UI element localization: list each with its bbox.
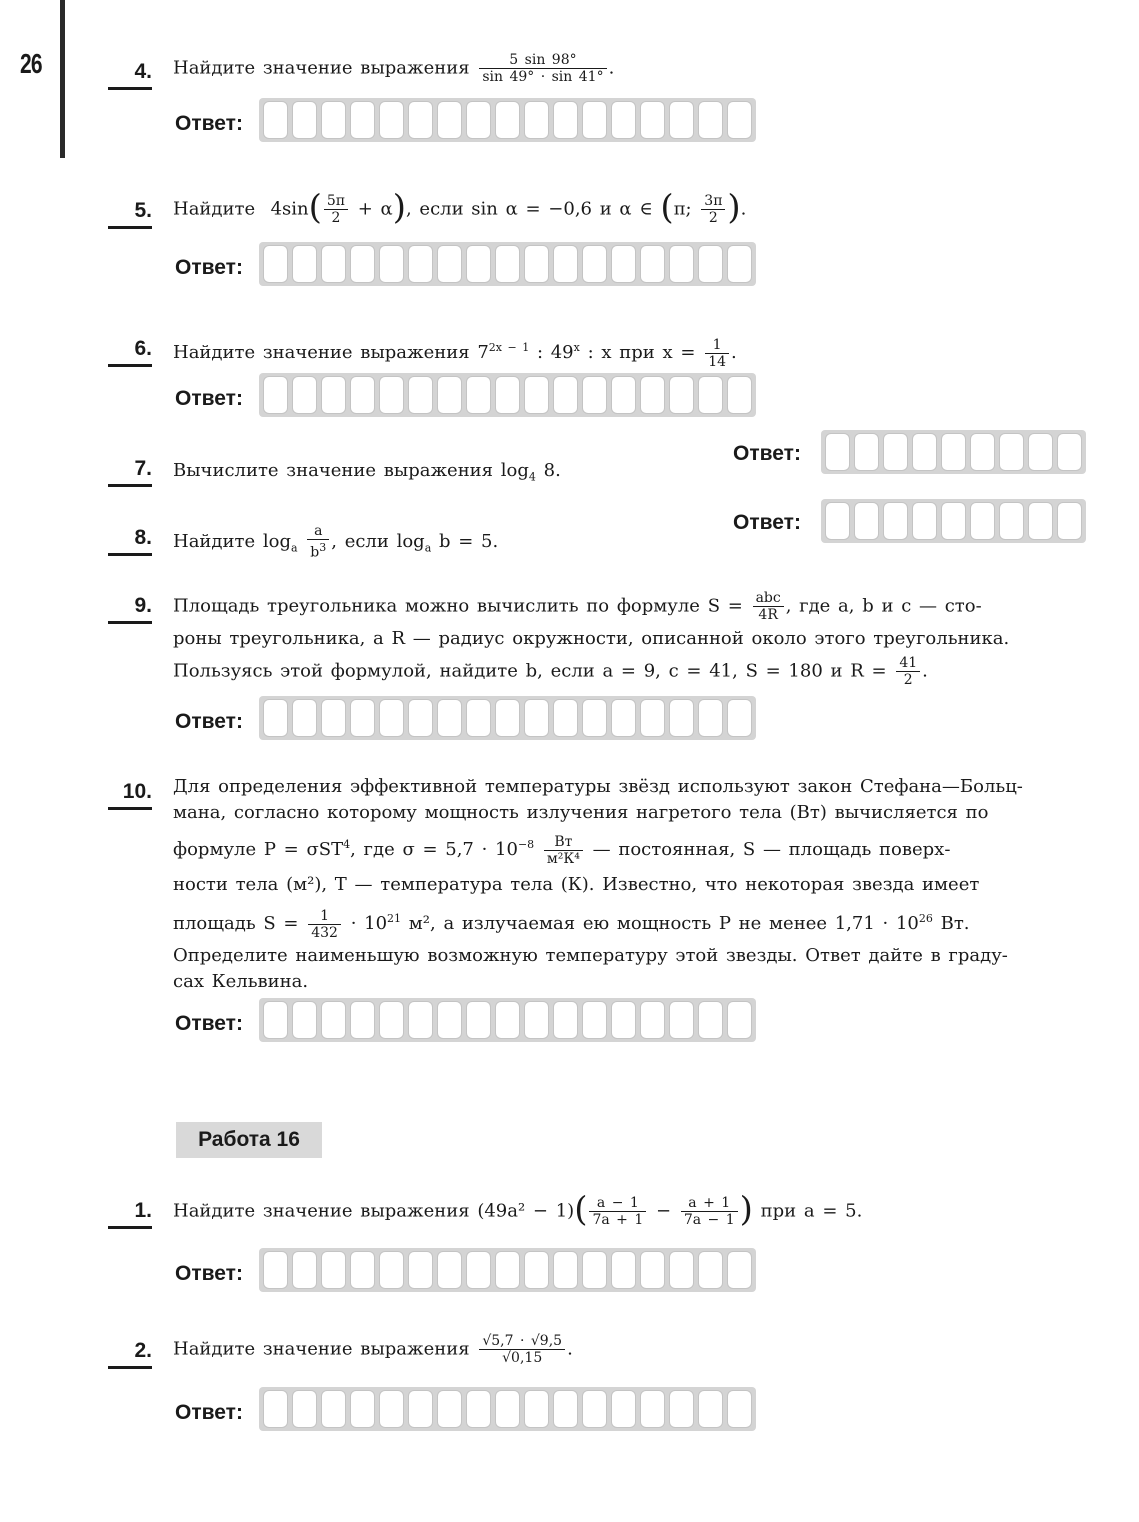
- answer-cell[interactable]: [553, 245, 578, 283]
- answer-cell[interactable]: [350, 699, 375, 737]
- answer-cell[interactable]: [379, 1001, 404, 1039]
- margin-bar: [60, 0, 65, 158]
- answer-cell[interactable]: [292, 699, 317, 737]
- answer-cell[interactable]: [1057, 502, 1082, 540]
- answer-cell[interactable]: [466, 1390, 491, 1428]
- answer-cell[interactable]: [408, 245, 433, 283]
- answer-cell[interactable]: [1057, 433, 1082, 471]
- answer-cell[interactable]: [553, 376, 578, 414]
- page-number: 26: [20, 48, 42, 79]
- answer-cell[interactable]: [698, 101, 723, 139]
- answer-cell[interactable]: [727, 101, 752, 139]
- answer-cell[interactable]: [524, 245, 549, 283]
- answer-cell[interactable]: [698, 376, 723, 414]
- task-text: Вычислите значение выражения $\log_4 8$.: [173, 460, 561, 484]
- answer-cell[interactable]: [408, 1390, 433, 1428]
- answer-cell[interactable]: [582, 245, 607, 283]
- answer-cell[interactable]: [321, 1251, 346, 1289]
- answer-cell[interactable]: [727, 376, 752, 414]
- answer-cell[interactable]: [350, 245, 375, 283]
- answer-cell[interactable]: [437, 1390, 462, 1428]
- answer-cell[interactable]: [611, 245, 636, 283]
- task-text: Площадь треугольника можно вычислить по формуле S = $\frac{\text{abc}}{4R}$ , где a, b и c — сто- роны треугольника, а R — радиус окружности, описанной около этого треугольника. Пользуясь этой формулой, найдите b, если a = 9, c = 41, S = 180 и R = $\frac{41}{2}$ .: [173, 590, 1010, 688]
- answer-label: Ответ:: [175, 1401, 243, 1424]
- answer-cell[interactable]: [466, 245, 491, 283]
- answer-cell[interactable]: [495, 1390, 520, 1428]
- answer-cell[interactable]: [582, 699, 607, 737]
- answer-cell[interactable]: [582, 1001, 607, 1039]
- answer-cells[interactable]: [259, 1387, 756, 1431]
- answer-cell[interactable]: [524, 1251, 549, 1289]
- answer-cell[interactable]: [437, 1001, 462, 1039]
- answer-cell[interactable]: [408, 1251, 433, 1289]
- answer-cell[interactable]: [292, 1001, 317, 1039]
- answer-cell[interactable]: [669, 1001, 694, 1039]
- task-number: 2.: [108, 1339, 152, 1369]
- answer-cell[interactable]: [350, 1390, 375, 1428]
- task-number: 10.: [108, 780, 152, 810]
- answer-cell[interactable]: [292, 245, 317, 283]
- answer-cell[interactable]: [321, 1001, 346, 1039]
- section-title: Работа 16: [176, 1122, 322, 1158]
- answer-cell[interactable]: [495, 376, 520, 414]
- answer-label: Ответ:: [733, 442, 801, 465]
- task-number: 1.: [108, 1199, 152, 1229]
- answer-label: Ответ:: [175, 710, 243, 733]
- answer-cell[interactable]: [669, 101, 694, 139]
- answer-cell[interactable]: [437, 376, 462, 414]
- answer-cells[interactable]: [259, 98, 756, 142]
- answer-cell[interactable]: [495, 245, 520, 283]
- answer-label: Ответ:: [733, 511, 801, 534]
- answer-cells[interactable]: [821, 430, 1086, 474]
- task-number: 7.: [108, 457, 152, 487]
- answer-cell[interactable]: [466, 1001, 491, 1039]
- answer-cell[interactable]: [263, 699, 288, 737]
- answer-cell[interactable]: [408, 101, 433, 139]
- answer-cell[interactable]: [553, 1390, 578, 1428]
- answer-cell[interactable]: [698, 699, 723, 737]
- answer-cell[interactable]: [727, 699, 752, 737]
- answer-cell[interactable]: [640, 101, 665, 139]
- answer-cell[interactable]: [611, 101, 636, 139]
- answer-cell[interactable]: [669, 699, 694, 737]
- answer-cell[interactable]: [941, 502, 966, 540]
- answer-cells[interactable]: [259, 373, 756, 417]
- answer-cell[interactable]: [321, 101, 346, 139]
- answer-cell[interactable]: [466, 376, 491, 414]
- task-number: 6.: [108, 337, 152, 367]
- answer-cell[interactable]: [321, 1390, 346, 1428]
- answer-cell[interactable]: [640, 1390, 665, 1428]
- answer-cells[interactable]: [259, 998, 756, 1042]
- answer-cell[interactable]: [437, 1251, 462, 1289]
- answer-cell[interactable]: [883, 433, 908, 471]
- answer-cell[interactable]: [466, 1251, 491, 1289]
- answer-cell[interactable]: [727, 1390, 752, 1428]
- answer-cell[interactable]: [669, 245, 694, 283]
- answer-label: Ответ:: [175, 256, 243, 279]
- answer-cell[interactable]: [408, 376, 433, 414]
- answer-cell[interactable]: [698, 1251, 723, 1289]
- task-text: Найдите значение выражения $7^{2x - 1}$ : 49$^x$ : x при x = $\frac{1}{14}$ .: [173, 336, 737, 370]
- answer-cell[interactable]: [292, 101, 317, 139]
- task-number: 5.: [108, 199, 152, 229]
- answer-cell[interactable]: [379, 376, 404, 414]
- answer-cell[interactable]: [437, 245, 462, 283]
- answer-cell[interactable]: [495, 101, 520, 139]
- answer-cell[interactable]: [582, 376, 607, 414]
- answer-cell[interactable]: [611, 1251, 636, 1289]
- answer-cell[interactable]: [640, 1251, 665, 1289]
- answer-cell[interactable]: [321, 376, 346, 414]
- answer-cell[interactable]: [466, 699, 491, 737]
- answer-cell[interactable]: [825, 502, 850, 540]
- task-text: Найдите значение выражения $\frac{√5,7 \cdot √9,5}{√0,15}$ .: [173, 1333, 573, 1366]
- answer-cell[interactable]: [912, 502, 937, 540]
- answer-cell[interactable]: [263, 101, 288, 139]
- answer-cell[interactable]: [640, 376, 665, 414]
- answer-cell[interactable]: [495, 1251, 520, 1289]
- answer-cell[interactable]: [263, 245, 288, 283]
- answer-cell[interactable]: [350, 1251, 375, 1289]
- answer-label: Ответ:: [175, 387, 243, 410]
- answer-cell[interactable]: [437, 699, 462, 737]
- answer-cell[interactable]: [263, 1001, 288, 1039]
- answer-cell[interactable]: [350, 1001, 375, 1039]
- answer-cells[interactable]: [259, 242, 756, 286]
- answer-cell[interactable]: [553, 101, 578, 139]
- task-number: 4.: [108, 60, 152, 90]
- answer-cell[interactable]: [640, 699, 665, 737]
- task-text: Найдите 4sin( $\frac{5\pi}{2}$ + α), если sin α = −0,6 и α ∈ (π; $\frac{3\pi}{2}$ ).: [173, 187, 747, 228]
- answer-cell[interactable]: [553, 1001, 578, 1039]
- answer-cell[interactable]: [669, 1390, 694, 1428]
- answer-cell[interactable]: [495, 699, 520, 737]
- answer-cell[interactable]: [321, 699, 346, 737]
- answer-cell[interactable]: [912, 433, 937, 471]
- answer-cell[interactable]: [524, 699, 549, 737]
- answer-cell[interactable]: [611, 1001, 636, 1039]
- answer-cell[interactable]: [825, 433, 850, 471]
- answer-cell[interactable]: [524, 1390, 549, 1428]
- answer-cell[interactable]: [379, 1390, 404, 1428]
- answer-cell[interactable]: [727, 1001, 752, 1039]
- answer-cell[interactable]: [698, 1001, 723, 1039]
- answer-cell[interactable]: [495, 1001, 520, 1039]
- answer-cell[interactable]: [640, 245, 665, 283]
- answer-cell[interactable]: [669, 1251, 694, 1289]
- answer-cell[interactable]: [582, 101, 607, 139]
- answer-cell[interactable]: [408, 699, 433, 737]
- answer-cell[interactable]: [999, 433, 1024, 471]
- answer-label: Ответ:: [175, 112, 243, 135]
- answer-label: Ответ:: [175, 1262, 243, 1285]
- answer-cell[interactable]: [263, 1251, 288, 1289]
- answer-cell[interactable]: [292, 1390, 317, 1428]
- answer-cell[interactable]: [941, 433, 966, 471]
- answer-cell[interactable]: [727, 1251, 752, 1289]
- answer-cell[interactable]: [379, 101, 404, 139]
- answer-cell[interactable]: [582, 1390, 607, 1428]
- answer-cell[interactable]: [524, 101, 549, 139]
- answer-cell[interactable]: [611, 376, 636, 414]
- answer-cells[interactable]: [259, 696, 756, 740]
- answer-cell[interactable]: [611, 699, 636, 737]
- task-text: Найдите значение выражения $\frac{5 \sin 98^\circ}{\sin 49^\circ \cdot \sin 41^\circ}$ .: [173, 52, 615, 85]
- answer-cell[interactable]: [727, 245, 752, 283]
- answer-cell[interactable]: [263, 376, 288, 414]
- answer-cell[interactable]: [292, 1251, 317, 1289]
- answer-cell[interactable]: [883, 502, 908, 540]
- answer-cell[interactable]: [1028, 502, 1053, 540]
- answer-cell[interactable]: [854, 433, 879, 471]
- answer-cell[interactable]: [582, 1251, 607, 1289]
- answer-cell[interactable]: [524, 376, 549, 414]
- answer-cell[interactable]: [999, 502, 1024, 540]
- answer-cell[interactable]: [640, 1001, 665, 1039]
- answer-cell[interactable]: [408, 1001, 433, 1039]
- answer-cell[interactable]: [350, 376, 375, 414]
- answer-cell[interactable]: [854, 502, 879, 540]
- answer-cell[interactable]: [379, 1251, 404, 1289]
- answer-cell[interactable]: [669, 376, 694, 414]
- answer-cells[interactable]: [821, 499, 1086, 543]
- answer-cell[interactable]: [321, 245, 346, 283]
- answer-cell[interactable]: [970, 433, 995, 471]
- task-text: Найдите значение выражения (49a² − 1)( $\frac{a - 1}{7a + 1}$ − $\frac{a + 1}{7a - 1}$ ) при a = 5.: [173, 1189, 863, 1230]
- answer-cell[interactable]: [379, 699, 404, 737]
- answer-cell[interactable]: [970, 502, 995, 540]
- task-number: 8.: [108, 526, 152, 556]
- task-number: 9.: [108, 594, 152, 624]
- answer-cell[interactable]: [350, 101, 375, 139]
- task-text: Для определения эффективной температуры звёзд используют закон Стефана—Больц- мана, согласно которому мощность излучения нагретого тела (Вт) вычисляется по формуле P = σST$^4$, где $\sigma = 5,7 \cdot 10^{-8}$ $\frac{Вт}{\text{м²К⁴}}$ — постоянная, S — площадь поверх- ности тела (м²), T — температура тела (К). Известно, что некоторая звезда имеет площадь S = $\frac{1}{432}$ · $10^{21}$ м², а излучаемая ею мощность P не менее $1,71 \cdot 10^{26}$ Вт. Определите наименьшую возможную температуру этой звезды. Ответ дайте в граду- сах Кельвина.: [173, 776, 1023, 992]
- answer-cell[interactable]: [698, 1390, 723, 1428]
- answer-cell[interactable]: [1028, 433, 1053, 471]
- answer-cell[interactable]: [611, 1390, 636, 1428]
- task-text: Найдите $\log_a$ $\frac{a}{b^3}$ , если $\log_a b = 5$.: [173, 523, 499, 561]
- answer-cell[interactable]: [698, 245, 723, 283]
- answer-cell[interactable]: [524, 1001, 549, 1039]
- answer-cell[interactable]: [437, 101, 462, 139]
- answer-cell[interactable]: [466, 101, 491, 139]
- fraction: $\frac{5 \sin 98^\circ}{\sin 49^\circ \cdot \sin 41^\circ}$: [479, 52, 606, 85]
- answer-label: Ответ:: [175, 1012, 243, 1035]
- answer-cell[interactable]: [292, 376, 317, 414]
- answer-cell[interactable]: [553, 1251, 578, 1289]
- answer-cells[interactable]: [259, 1248, 756, 1292]
- answer-cell[interactable]: [263, 1390, 288, 1428]
- answer-cell[interactable]: [553, 699, 578, 737]
- answer-cell[interactable]: [379, 245, 404, 283]
